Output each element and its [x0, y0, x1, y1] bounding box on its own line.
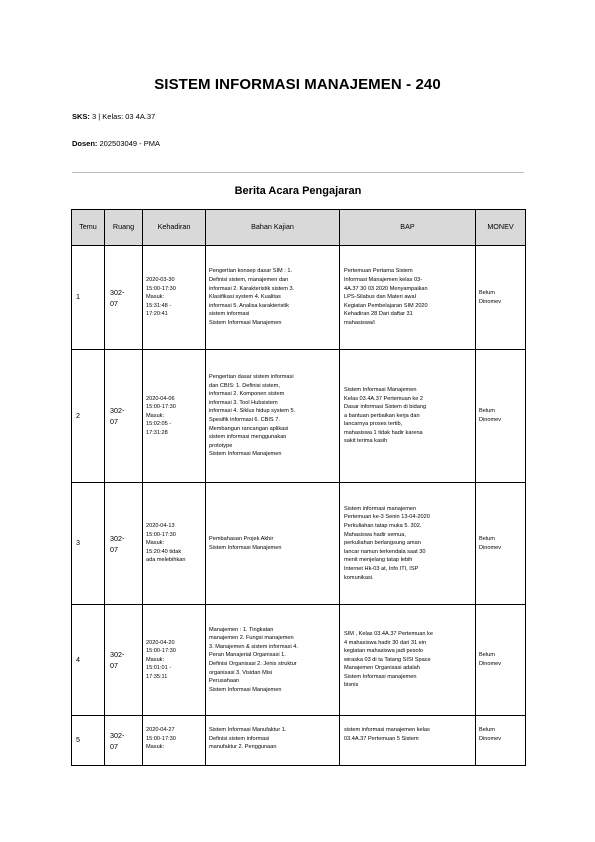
cell-bahan-kajian-line: Peran Manajerial Organisasi 1.	[209, 652, 286, 659]
cell-monev	[476, 716, 526, 766]
cell-kehadiran-line: 17:20:41	[146, 311, 168, 318]
header-ruang: Ruang	[105, 210, 143, 246]
cell-kehadiran-line: 17:31:28	[146, 429, 168, 436]
cell-bahan-kajian	[206, 483, 340, 605]
cell-kehadiran-line: Masuk:	[146, 412, 165, 419]
cell-monev-line: Belum	[479, 535, 495, 542]
cell-ruang-line: 302-	[110, 287, 125, 297]
table-row	[72, 350, 526, 483]
cell-bahan-kajian-line: prototype	[209, 442, 233, 449]
cell-kehadiran-line: 15:01:01 -	[146, 665, 172, 672]
cell-bap-line: Pertemuan ke-3 Senin 13-04-2020	[344, 514, 430, 521]
cell-bahan-kajian-line: Membangun rancangan aplikasi	[209, 425, 289, 432]
dosen-line	[72, 139, 160, 148]
sks-label: SKS:	[72, 112, 90, 121]
cell-bahan-kajian-line: Pengertian dasar sistem informasi	[209, 374, 294, 381]
cell-bahan-kajian-line: manajemen 2. Fungsi manajemen	[209, 635, 294, 642]
table-header-row	[72, 210, 526, 246]
cell-ruang-line: 302-	[110, 406, 125, 415]
cell-kehadiran	[143, 605, 206, 716]
cell-bahan-kajian-line: Klasifikasi system 4. Kualitas	[209, 294, 281, 301]
cell-bahan-kajian-line: informasi 4. Siklus hidup system 5.	[209, 408, 296, 415]
cell-kehadiran-line: 2020-04-06	[146, 395, 175, 402]
cell-bap-line: komunikasi.	[344, 574, 374, 581]
cell-kehadiran-line: 2020-03-30	[146, 277, 175, 284]
cell-bap-line: sistem informasi manajemen kelas	[344, 727, 430, 733]
cell-bahan-kajian	[206, 246, 340, 350]
table-row	[72, 716, 526, 766]
cell-bap-line: mahasiswa/i	[344, 319, 375, 326]
cell-temu: 2	[72, 350, 105, 483]
table-row	[72, 605, 526, 716]
cell-ruang-line: 07	[110, 298, 118, 308]
cell-kehadiran-line: Masuk:	[146, 294, 165, 301]
cell-kehadiran-line: 15:00-17:30	[146, 531, 176, 538]
cell-bap-line: Mahasiswa hadir semua,	[344, 531, 406, 538]
cell-bap-line: Kegiatan Pembelajaran SIM 2020	[344, 302, 428, 309]
cell-monev-line: Dinomev	[479, 544, 502, 551]
table-row	[72, 246, 526, 350]
cell-bap-line: kegiatan mahasiswa jadi pesolo	[344, 648, 423, 655]
cell-bap	[340, 246, 476, 350]
cell-monev	[476, 246, 526, 350]
cell-bahan-kajian-line: dan CBIS: 1. Definisi sistem,	[209, 382, 280, 389]
cell-kehadiran-line: 2020-04-27	[146, 727, 175, 733]
cell-bahan-kajian-line: Sistem Informasi Manajemen	[209, 686, 282, 693]
cell-bap-line: Manajemen Organisasi adalah	[344, 665, 420, 672]
cell-bap-line: menit menjelang tatap lebih	[344, 557, 413, 564]
cell-bap	[340, 716, 476, 766]
cell-monev	[476, 605, 526, 716]
cell-monev	[476, 483, 526, 605]
cell-bap-line: Kehadiran 28 Dari daftar 31	[344, 311, 413, 318]
cell-temu: 3	[72, 483, 105, 605]
cell-bap-line: LPS-Silabus dan Materi awal	[344, 294, 416, 301]
cell-bap-line: Sistem informasi manajemen	[344, 505, 417, 512]
table-title: Berita Acara Pengajaran	[234, 185, 362, 197]
dosen-value: 202503049 - PMA	[99, 139, 160, 148]
cell-bahan-kajian-line: informasi 2. Komponen sistem	[209, 391, 285, 398]
cell-bap-line: 4A.37 30 03 2020 Menyampaikan	[344, 285, 428, 292]
cell-ruang	[105, 716, 143, 766]
cell-bahan-kajian-line: sistem informasi	[209, 311, 250, 318]
header-divider	[72, 172, 524, 173]
cell-temu: 5	[72, 716, 105, 766]
cell-bahan-kajian-line: Sistem Informasi Manajemen	[209, 544, 282, 551]
cell-bap-line: Kelas 03.4A.37 Pertemuan ke 2	[344, 395, 423, 402]
cell-kehadiran-line: Masuk:	[146, 540, 165, 547]
header-temu: Temu	[72, 210, 105, 246]
cell-temu: 4	[72, 605, 105, 716]
cell-ruang	[105, 350, 143, 483]
cell-kehadiran-line: 15:02:05 -	[146, 421, 172, 428]
cell-kehadiran-line: Masuk:	[146, 656, 165, 663]
sks-kelas-line	[72, 112, 155, 121]
cell-monev-line: Dinomev	[479, 735, 502, 742]
cell-bap-line: Informasi Manajemen kelas 03-	[344, 277, 423, 284]
cell-monev-line: Dinomev	[479, 417, 502, 423]
cell-bahan-kajian-line: manufaktur 2. Penggunaan	[209, 744, 277, 751]
cell-bap-line: sakit terima kasih	[344, 438, 388, 445]
cell-bap	[340, 605, 476, 716]
cell-kehadiran-line: 15:00-17:30	[146, 404, 176, 411]
cell-bahan-kajian-line: Perusahaan	[209, 678, 240, 685]
sks-value: 3 | Kelas: 03 4A.37	[92, 112, 156, 121]
cell-kehadiran-line: 15:00-17:30	[146, 735, 176, 742]
cell-bahan-kajian-line: informasi 2. Karakteristik sistem 3.	[209, 285, 295, 292]
cell-ruang	[105, 483, 143, 605]
cell-kehadiran-line: 2020-04-13	[146, 523, 175, 530]
cell-kehadiran-line: 17:35:11	[146, 673, 168, 680]
cell-bahan-kajian-line: Manajemen : 1. Tingkatan	[209, 626, 274, 633]
cell-bap	[340, 483, 476, 605]
cell-monev-line: Belum	[479, 727, 495, 733]
cell-kehadiran-line: Masuk:	[146, 744, 165, 751]
cell-kehadiran	[143, 483, 206, 605]
cell-bahan-kajian	[206, 716, 340, 766]
cell-monev-line: Belum	[479, 289, 495, 296]
page-title: SISTEM INFORMASI MANAJEMEN - 240	[154, 76, 441, 93]
cell-kehadiran-line: 15:20:40 tidak	[146, 548, 182, 555]
cell-kehadiran-line: ada melebihkan	[146, 557, 186, 564]
dosen-label: Dosen:	[72, 139, 98, 148]
cell-bap-line: Pertemuan Pertama Sistem	[344, 268, 413, 275]
cell-bap-line: a bantuan perbaikan kerja dan	[344, 412, 420, 419]
cell-bap-line: 03.4A.37 Pertemuan 5 Sistem	[344, 735, 419, 742]
cell-kehadiran	[143, 246, 206, 350]
cell-bap-line: perkuliahan berlangsung aman	[344, 540, 421, 547]
cell-kehadiran	[143, 350, 206, 483]
cell-bahan-kajian-line: Pembahasan Projek Akhir	[209, 535, 274, 542]
cell-bap-line: bisnis	[344, 682, 359, 689]
cell-monev-line: Dinomev	[479, 661, 502, 667]
cell-bahan-kajian-line: 3. Manajemen & sistem informasi 4.	[209, 643, 298, 650]
cell-ruang-line: 302-	[110, 730, 125, 740]
cell-ruang	[105, 246, 143, 350]
header-bap: BAP	[340, 210, 476, 246]
berita-acara-table	[71, 209, 526, 766]
cell-bahan-kajian-line: sistem informasi menggunakan	[209, 434, 287, 441]
cell-ruang-line: 302-	[110, 650, 125, 659]
cell-kehadiran-line: 2020-04-20	[146, 639, 175, 646]
cell-monev	[476, 350, 526, 483]
header-monev: MONEV	[476, 210, 526, 246]
cell-kehadiran-line: 15:00-17:30	[146, 648, 176, 655]
cell-ruang-line: 07	[110, 741, 118, 751]
cell-bahan-kajian-line: Sistem Informasi Manajemen	[209, 451, 282, 458]
cell-bap-line: SIM , Kelas 03.4A.37 Pertemuan ke	[344, 630, 433, 637]
header-kehadiran: Kehadiran	[143, 210, 206, 246]
cell-bap	[340, 350, 476, 483]
cell-bahan-kajian-line: Definisi sistem, manajemen dan	[209, 277, 289, 284]
cell-bahan-kajian-line: Pengertian konsep dasar SIM : 1.	[209, 268, 293, 275]
cell-ruang-line: 302-	[110, 533, 125, 543]
cell-monev-line: Belum	[479, 408, 495, 415]
cell-kehadiran	[143, 716, 206, 766]
cell-bahan-kajian-line: organisasi 3. Visidan Misi	[209, 669, 273, 676]
cell-kehadiran-line: 15:00-17:30	[146, 285, 176, 292]
cell-bahan-kajian-line: informasi 3. Tool Hubsistem	[209, 399, 278, 406]
cell-bahan-kajian	[206, 350, 340, 483]
cell-bahan-kajian-line: Sistem Informasi Manajemen	[209, 319, 282, 326]
cell-bap-line: 4 mahasiswa hadir 30 dari 31 ein	[344, 639, 427, 646]
cell-monev-line: Belum	[479, 652, 495, 659]
cell-bahan-kajian-line: Definisi Organisasi 2. Jenis struktur	[209, 661, 297, 667]
table-row	[72, 483, 526, 605]
cell-bahan-kajian-line: Spesifik informasi 6. CBIS 7.	[209, 417, 280, 423]
cell-ruang	[105, 605, 143, 716]
cell-temu: 1	[72, 246, 105, 350]
cell-bap-line: lancarnya proses tertib,	[344, 421, 403, 428]
cell-bahan-kajian-line: informasi 5. Analisa karakteristik	[209, 302, 289, 309]
cell-bap-line: Perkuliahan tatap muka 5. 302.	[344, 523, 422, 530]
cell-kehadiran-line: 15:31:48 -	[146, 302, 172, 309]
cell-bap-line: Sistem Informasi Manajemen	[344, 386, 417, 393]
cell-bap-line: mahasiswa 1 tidak hadir karena	[344, 429, 423, 436]
cell-bap-line: Dasar informasi Sistem di bidang	[344, 404, 427, 411]
cell-bahan-kajian-line: Definisi sistem informasi	[209, 735, 270, 742]
cell-bap-line: wiraska 03 di ta Tatang SISI Space	[344, 656, 431, 663]
cell-bahan-kajian	[206, 605, 340, 716]
cell-bahan-kajian-line: Sistem Informasi Manufaktur 1.	[209, 727, 287, 733]
cell-ruang-line: 07	[110, 417, 118, 426]
cell-bap-line: Internet Hk-03 at, Info ITI, ISP	[344, 565, 419, 572]
cell-ruang-line: 07	[110, 544, 118, 554]
header-bahan-kajian: Bahan Kajian	[206, 210, 340, 246]
cell-monev-line: Dinomev	[479, 298, 502, 305]
cell-bap-line: Sistem Informasi manajemen	[344, 673, 417, 680]
cell-bap-line: lancar namun terkendala saat 30	[344, 548, 426, 555]
cell-ruang-line: 07	[110, 661, 118, 670]
